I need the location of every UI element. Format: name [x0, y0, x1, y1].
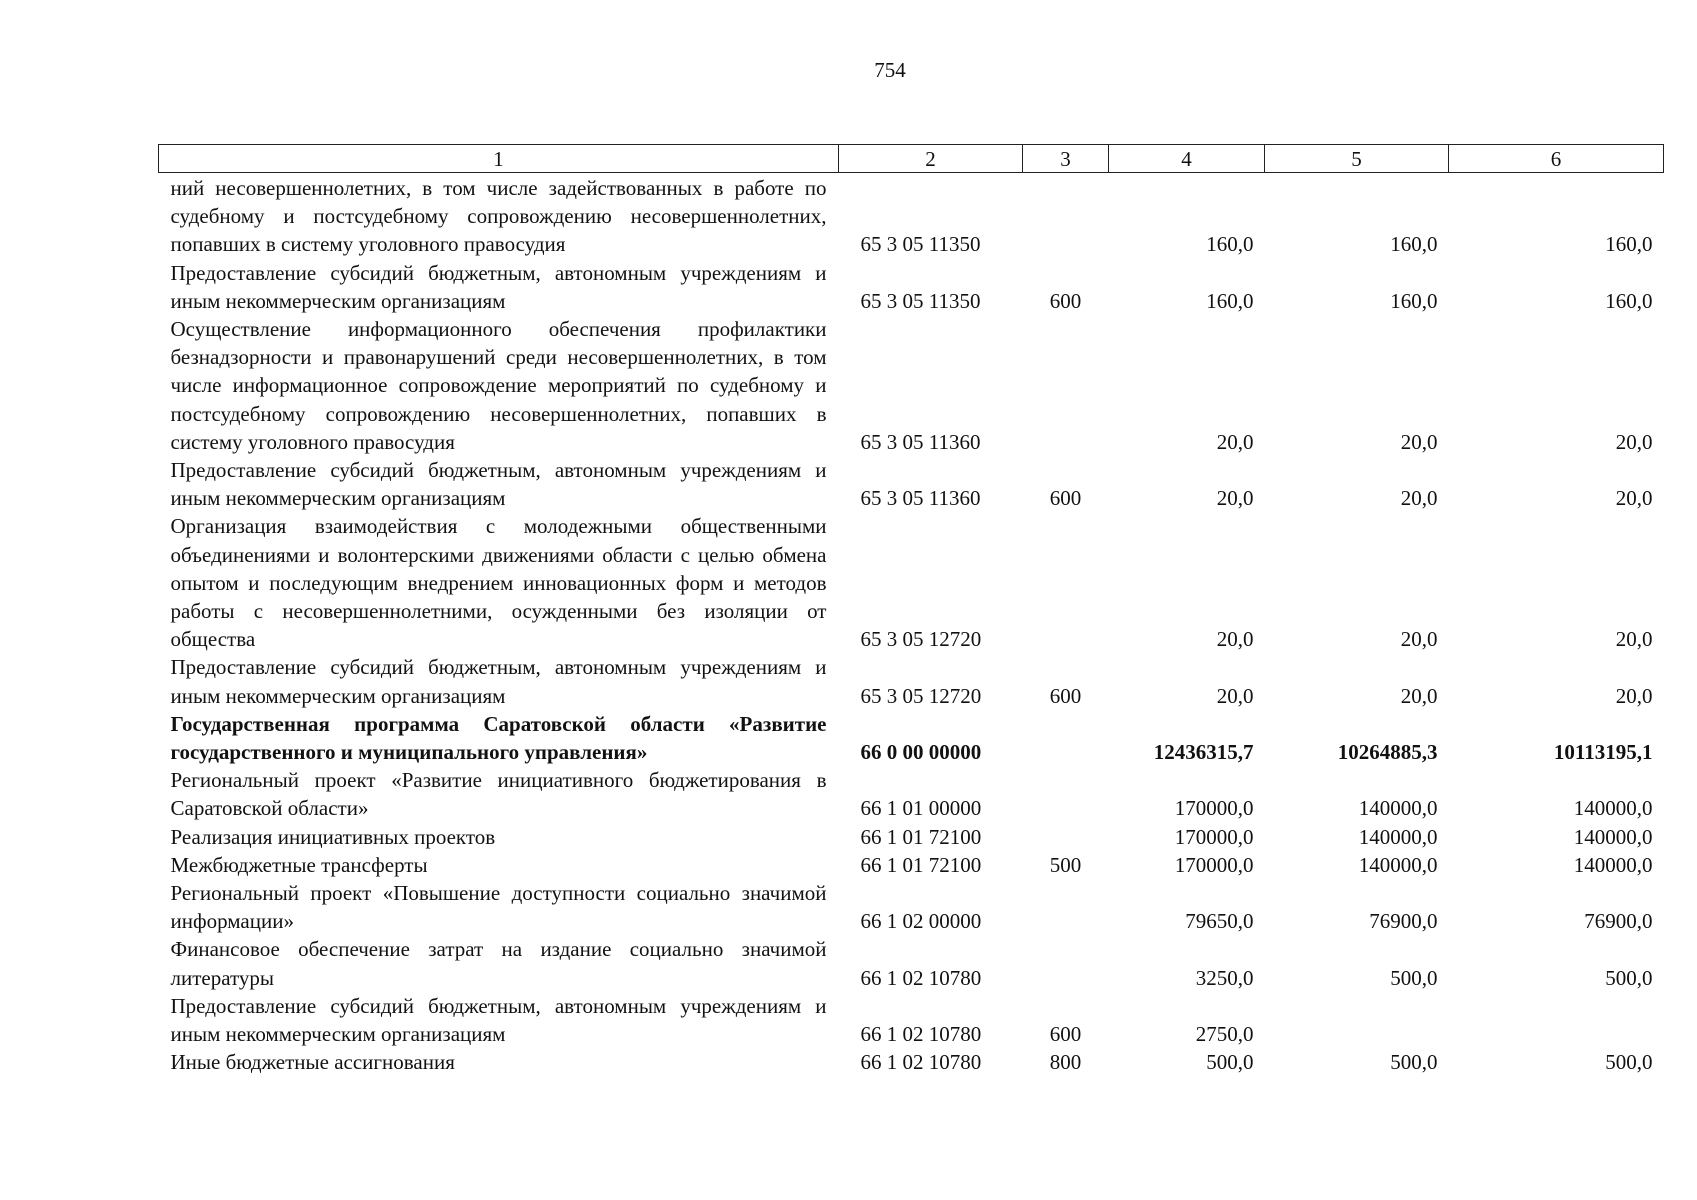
- row-value-5: 20,0: [1400, 627, 1438, 652]
- row-value-5: 10264885,3: [1337, 740, 1438, 765]
- row-value-6: 160,0: [1605, 288, 1653, 313]
- row-expense-type: 600: [1049, 1022, 1082, 1047]
- column-header-6: 6: [1449, 145, 1664, 173]
- row-expense-type: [1023, 710, 1109, 766]
- row-expense-type: 500: [1049, 852, 1082, 877]
- row-expense-type: [1023, 173, 1109, 259]
- table-row: [159, 512, 1664, 653]
- row-name: Финансовое обеспечение затрат на издание социально значимой литературы: [170, 937, 827, 990]
- row-code: 65 3 05 11360: [860, 486, 981, 511]
- row-value-6: 140000,0: [1573, 852, 1653, 877]
- row-value-5: 140000,0: [1358, 852, 1438, 877]
- row-value-5: 20,0: [1400, 683, 1438, 708]
- row-name: Государственная программа Саратовской области «Развитие государственного и муниципального управления»: [170, 711, 827, 765]
- row-value-4: 3250,0: [1195, 965, 1254, 990]
- row-code: 65 3 05 12720: [860, 627, 982, 652]
- row-code: 66 1 01 72100: [860, 852, 982, 877]
- row-expense-type: [1023, 315, 1109, 456]
- table-row: [159, 935, 1664, 991]
- table-row: [159, 315, 1664, 456]
- row-value-5: 140000,0: [1358, 796, 1438, 821]
- table-row: [159, 456, 1664, 512]
- row-name: Предоставление субсидий бюджетным, автономным учреждениям и иным некоммерческим организациям: [170, 260, 827, 313]
- row-name: Региональный проект «Повышение доступности социально значимой информации»: [170, 881, 827, 934]
- column-header-5: 5: [1265, 145, 1449, 173]
- header-row: [159, 145, 1664, 173]
- row-value-4: 170000,0: [1174, 796, 1254, 821]
- row-expense-type: 600: [1049, 288, 1082, 313]
- row-expense-type: 600: [1049, 486, 1082, 511]
- row-expense-type: [1023, 879, 1109, 935]
- table-row: [159, 879, 1664, 935]
- row-value-5: 500,0: [1390, 965, 1438, 990]
- row-code: 65 3 05 12720: [860, 683, 982, 708]
- row-expense-type: 600: [1049, 683, 1082, 708]
- row-expense-type: [1023, 512, 1109, 653]
- table-body: [159, 173, 1664, 1077]
- row-code: 66 1 02 10780: [860, 1022, 982, 1047]
- row-code: 65 3 05 11360: [860, 429, 981, 454]
- row-value-4: 2750,0: [1195, 1022, 1254, 1047]
- row-expense-type: 800: [1049, 1050, 1082, 1075]
- page-number: 754: [874, 58, 906, 82]
- row-value-6: 140000,0: [1573, 824, 1653, 849]
- column-header-1: 1: [159, 145, 839, 173]
- row-value-4: 79650,0: [1185, 909, 1254, 934]
- row-value-6: 20,0: [1615, 627, 1653, 652]
- row-name: Предоставление субсидий бюджетным, автономным учреждениям и иным некоммерческим организациям: [170, 458, 827, 511]
- row-code: 65 3 05 11350: [860, 288, 981, 313]
- row-name: Организация взаимодействия с молодежными общественными объединениями и волонтерскими движениями области с целью обмена опытом и последующим внедрением инновационных форм и методов работы с несовершеннолетними, осужденными без изоляции от общества: [170, 514, 827, 652]
- row-expense-type: [1023, 823, 1109, 851]
- row-code: 66 0 00 00000: [860, 740, 982, 765]
- row-name: Межбюджетные трансферты: [170, 852, 428, 877]
- table-row: [159, 766, 1664, 822]
- row-code: 66 1 01 72100: [860, 824, 982, 849]
- row-name: Региональный проект «Развитие инициативного бюджетирования в Саратовской области»: [170, 768, 827, 821]
- table-row: [159, 823, 1664, 851]
- table-row: [159, 259, 1664, 315]
- row-code: 66 1 02 00000: [860, 909, 982, 934]
- row-code: 65 3 05 11350: [860, 232, 981, 257]
- row-value-6: 10113195,1: [1553, 740, 1653, 765]
- row-value-6: 20,0: [1615, 486, 1653, 511]
- row-expense-type: [1023, 766, 1109, 822]
- row-value-5: 140000,0: [1358, 824, 1438, 849]
- row-value-6: 140000,0: [1573, 796, 1653, 821]
- row-value-6: 20,0: [1615, 683, 1653, 708]
- row-value-4: 160,0: [1206, 288, 1254, 313]
- row-value-6: 76900,0: [1584, 909, 1653, 934]
- row-value-5: 160,0: [1390, 288, 1438, 313]
- row-code: 66 1 02 10780: [860, 965, 982, 990]
- row-value-5: 20,0: [1400, 486, 1438, 511]
- row-name: ний несовершеннолетних, в том числе задействованных в работе по судебному и постсудебному сопровождению несовершеннолетних, попавших в систему уголовного правосудия: [170, 176, 827, 257]
- row-name: Реализация инициативных проектов: [170, 824, 496, 849]
- row-value-4: 500,0: [1206, 1050, 1254, 1075]
- table-row: [159, 851, 1664, 879]
- table-row: [159, 653, 1664, 709]
- row-value-6: 500,0: [1605, 965, 1653, 990]
- column-header-4: 4: [1109, 145, 1265, 173]
- row-value-4: 12436315,7: [1153, 740, 1254, 765]
- row-value-4: 20,0: [1216, 429, 1254, 454]
- row-expense-type: [1023, 935, 1109, 991]
- row-code: 66 1 01 00000: [860, 796, 982, 821]
- row-value-5: 160,0: [1390, 232, 1438, 257]
- row-value-5: 76900,0: [1369, 909, 1438, 934]
- row-value-4: 20,0: [1216, 627, 1254, 652]
- row-value-4: 170000,0: [1174, 824, 1254, 849]
- table-row: [159, 1048, 1664, 1076]
- budget-table: [158, 144, 1664, 1077]
- row-value-6: 20,0: [1615, 429, 1653, 454]
- row-value-4: 170000,0: [1174, 852, 1254, 877]
- row-value-4: 20,0: [1216, 486, 1254, 511]
- row-value-6: [1449, 992, 1664, 1048]
- row-name: Предоставление субсидий бюджетным, автономным учреждениям и иным некоммерческим организациям: [170, 993, 827, 1047]
- row-code: 66 1 02 10780: [860, 1050, 982, 1075]
- table-row: [159, 992, 1664, 1048]
- row-value-6: 500,0: [1605, 1050, 1653, 1075]
- row-value-6: 160,0: [1605, 232, 1653, 257]
- row-name: Предоставление субсидий бюджетным, автономным учреждениям и иным некоммерческим организациям: [170, 655, 827, 708]
- row-value-4: 20,0: [1216, 683, 1254, 708]
- row-value-4: 160,0: [1206, 232, 1254, 257]
- table-row: [159, 710, 1664, 766]
- table-row: [159, 173, 1664, 259]
- row-value-5: 500,0: [1390, 1050, 1438, 1075]
- column-header-2: 2: [839, 145, 1023, 173]
- column-header-3: 3: [1023, 145, 1109, 173]
- row-value-5: 20,0: [1400, 429, 1438, 454]
- row-value-5: [1265, 992, 1449, 1048]
- row-name: Иные бюджетные ассигнования: [170, 1050, 455, 1075]
- row-name: Осуществление информационного обеспечения профилактики безнадзорности и правонарушений среди несовершеннолетних, в том числе информационное сопровождение мероприятий по судебному и постсудебному сопровождению несовершеннолетних, попавших в систему уголовного правосудия: [170, 317, 827, 454]
